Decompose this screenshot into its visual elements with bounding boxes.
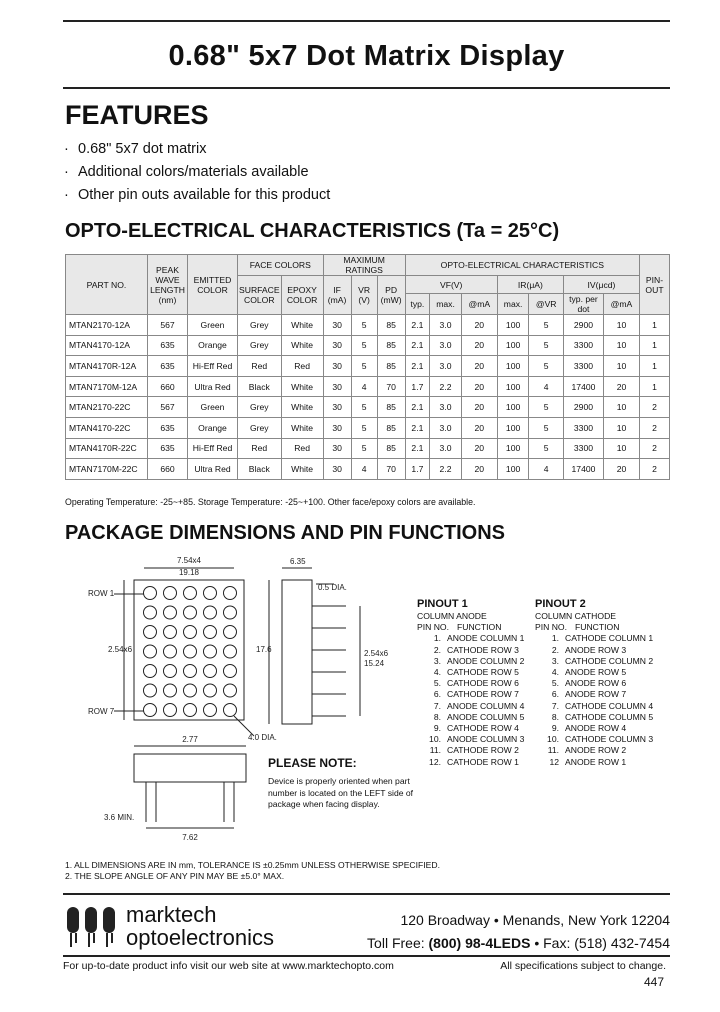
table-cell: 10 [603,397,639,418]
table-cell: 3300 [563,356,603,377]
pin-row: 10. CATHODE COLUMN 3 [547,734,654,745]
table-cell: 5 [529,315,564,336]
table-cell: 567 [148,397,188,418]
led-dot [184,645,197,658]
th-surface: SURFACE COLOR [238,276,282,315]
pin-row: 3. CATHODE COLUMN 2 [551,655,654,666]
contact-block [367,909,670,955]
table-row [66,397,670,418]
table-cell: 3300 [563,417,603,438]
address: 120 Broadway • Menands, New York 12204 [400,912,670,928]
table-cell: 1 [640,356,670,377]
svg-text:4.0 DIA.: 4.0 DIA. [248,733,277,742]
table-row [66,376,670,397]
table-cell: 635 [148,417,188,438]
table-cell: 660 [148,376,188,397]
th-if: IF (mA) [323,276,351,315]
website-text: For up-to-date product info visit our web site at www.marktechopto.com [63,960,394,972]
th-pinout: PIN-OUT [640,255,670,315]
led-dot [164,606,177,619]
table-cell: Grey [238,397,282,418]
svg-text:0.5 DIA.: 0.5 DIA. [318,583,347,592]
table-cell: 85 [377,315,405,336]
table-cell: 1 [640,376,670,397]
table-cell: 2.1 [405,335,430,356]
table-cell: 1 [640,315,670,336]
table-cell: 3300 [563,438,603,459]
table-cell: 2.1 [405,356,430,377]
table-cell: 5 [529,397,564,418]
footer-top-rule [63,893,670,895]
table-cell: White [281,459,323,480]
table-cell: Black [238,459,282,480]
table-cell: 2.1 [405,315,430,336]
svg-text:ROW 1: ROW 1 [88,589,115,598]
table-cell: 20 [461,376,497,397]
table-cell: 100 [497,438,529,459]
opto-heading: OPTO-ELECTRICAL CHARACTERISTICS (Ta = 25°C) [65,220,560,242]
please-note-text: Device is properly oriented when part number is located on the LEFT side of package when facing display. [268,776,414,809]
table-cell: 3300 [563,335,603,356]
pin-row: 9. CATHODE ROW 4 [433,723,519,734]
table-cell: 30 [323,356,351,377]
features-list [64,138,330,207]
table-cell: 100 [497,459,529,480]
table-cell: 1 [640,335,670,356]
led-dot-matrix [144,587,237,717]
table-cell: 5 [529,356,564,377]
table-cell: Ultra Red [188,459,238,480]
table-cell: 4 [529,376,564,397]
table-cell: 20 [461,438,497,459]
th-ma: @mA [461,294,497,315]
table-cell: 635 [148,438,188,459]
table-cell: 3.0 [430,315,462,336]
spec-table [65,254,670,480]
table-cell: White [281,417,323,438]
th-typ: typ. [405,294,430,315]
th-vr: VR (V) [351,276,377,315]
led-dot [224,626,237,639]
table-cell: Grey [238,417,282,438]
led-dot [144,645,157,658]
pin-row: 5. ANODE ROW 6 [551,678,627,689]
th-vr2: @VR [529,294,564,315]
led-dot [144,665,157,678]
table-cell: 2900 [563,315,603,336]
table-cell: Red [281,356,323,377]
pin-row: 7. CATHODE COLUMN 4 [551,700,654,711]
table-cell: 2.2 [430,376,462,397]
footnote: 1. ALL DIMENSIONS ARE IN mm, TOLERANCE IS ±0.25mm UNLESS OTHERWISE SPECIFIED. [65,860,440,870]
table-cell: Red [238,438,282,459]
table-cell: 5 [351,315,377,336]
pin-row: 8. ANODE COLUMN 5 [433,711,525,722]
title-rule [63,87,670,89]
svg-text:2.54x6: 2.54x6 [108,645,133,654]
table-cell: 10 [603,315,639,336]
led-dot [184,684,197,697]
phone-fax: Toll Free: (800) 98-4LEDS • Fax: (518) 432-7454 [367,935,670,951]
table-cell: 2.1 [405,417,430,438]
svg-text:15.24: 15.24 [364,659,385,668]
brand-name: marktech optoelectronics [126,902,274,950]
feature-item: · Additional colors/materials available [64,164,309,180]
svg-text:6.35: 6.35 [290,557,306,566]
table-cell: 3.0 [430,438,462,459]
table-cell: MTAN4170-12A [66,335,148,356]
pinout-1 [417,598,524,768]
table-cell: 100 [497,376,529,397]
th-iv: IV(μcd) [563,276,639,294]
th-face-colors: FACE COLORS [238,255,324,276]
table-row [66,315,670,336]
table-cell: 3.0 [430,417,462,438]
svg-text:ROW 7: ROW 7 [88,707,115,716]
table-cell: MTAN7170M-22C [66,459,148,480]
pinout-2-list [535,633,653,767]
led-dot [204,606,217,619]
table-cell: 20 [461,315,497,336]
table-cell: 30 [323,315,351,336]
pin-row: 10. ANODE COLUMN 3 [429,734,525,745]
th-ma2: @mA [603,294,639,315]
table-row [66,417,670,438]
table-cell: 2900 [563,397,603,418]
table-cell: Orange [188,335,238,356]
table-cell: 30 [323,376,351,397]
top-rule [63,20,670,22]
table-cell: 2 [640,459,670,480]
th-typ-per-dot: typ. per dot [563,294,603,315]
disclaimer-text: All specifications subject to change. [500,960,666,972]
led-dot [184,626,197,639]
pinout-2 [535,598,653,768]
table-cell: Grey [238,335,282,356]
led-dot [184,606,197,619]
table-cell: MTAN2170-22C [66,397,148,418]
led-dot [184,587,197,600]
table-cell: 635 [148,335,188,356]
svg-text:2.54x6: 2.54x6 [364,649,389,658]
pin-row: 11. ANODE ROW 2 [547,745,627,756]
th-max2: max. [497,294,529,315]
pinout-2-header: PIN NO. FUNCTION [535,622,620,633]
package-heading: PACKAGE DIMENSIONS AND PIN FUNCTIONS [65,522,506,544]
table-cell: 30 [323,417,351,438]
footer-bottom-rule [63,955,670,957]
th-pd: PD (mW) [377,276,405,315]
table-cell: 100 [497,397,529,418]
th-emitted: EMITTED COLOR [188,255,238,315]
th-part-no: PART NO. [66,255,148,315]
footnotes [65,860,440,882]
table-cell: 3.0 [430,356,462,377]
table-cell: 4 [351,459,377,480]
feature-item: · 0.68" 5x7 dot matrix [64,141,207,157]
led-dot [144,626,157,639]
table-cell: 30 [323,397,351,418]
led-dot [224,665,237,678]
table-cell: Red [238,356,282,377]
svg-text:7.62: 7.62 [182,833,198,842]
led-dot [184,704,197,717]
features-heading: FEATURES [65,100,209,130]
led-dot [224,684,237,697]
led-dot [164,704,177,717]
led-dot [204,704,217,717]
pinout-1-list [417,633,524,767]
table-cell: 85 [377,397,405,418]
led-dot [164,587,177,600]
table-cell: 635 [148,356,188,377]
pin-row: 1. CATHODE COLUMN 1 [551,633,654,644]
th-vf: VF(V) [405,276,497,294]
pin-row: 12. CATHODE ROW 1 [429,756,519,767]
table-cell: 100 [497,335,529,356]
table-cell: 17400 [563,459,603,480]
led-dot [224,606,237,619]
table-cell: Hi-Eff Red [188,356,238,377]
led-dot [204,645,217,658]
table-cell: 5 [351,417,377,438]
table-cell: 2 [640,397,670,418]
table-cell: 100 [497,356,529,377]
pin-row: 4. ANODE ROW 5 [551,667,627,678]
pin-row: 6. ANODE ROW 7 [551,689,627,700]
table-cell: Black [238,376,282,397]
table-cell: 1.7 [405,459,430,480]
pin-row: 3. ANODE COLUMN 2 [433,655,525,666]
led-dot [164,665,177,678]
table-cell: White [281,335,323,356]
table-cell: 5 [529,438,564,459]
th-epoxy: EPOXY COLOR [281,276,323,315]
pin-row: 5. CATHODE ROW 6 [433,678,519,689]
led-dot [144,587,157,600]
table-cell: 5 [351,356,377,377]
table-cell: 10 [603,356,639,377]
table-row [66,335,670,356]
table-cell: Red [281,438,323,459]
led-dot [204,665,217,678]
table-cell: 3.0 [430,397,462,418]
table-cell: 1.7 [405,376,430,397]
pin-row: 4. CATHODE ROW 5 [433,667,519,678]
svg-text:17.6: 17.6 [256,645,272,654]
led-dot [164,626,177,639]
table-cell: 2 [640,438,670,459]
table-cell: 30 [323,459,351,480]
table-cell: 2.2 [430,459,462,480]
pinout-1-subtitle: COLUMN ANODE [417,611,487,621]
table-cell: 10 [603,438,639,459]
table-cell: White [281,315,323,336]
svg-text:7.54x4: 7.54x4 [176,556,202,565]
led-dot [204,626,217,639]
operating-temperature-note: Operating Temperature: -25~+85. Storage Temperature: -25~+100. Other face/epoxy colors are available. [65,497,476,507]
table-row [66,438,670,459]
th-ir: IR(μA) [497,276,563,294]
pinout-2-title: PINOUT 2 [535,598,586,610]
side-view-body [282,580,312,724]
table-cell: White [281,397,323,418]
table-cell: Orange [188,417,238,438]
table-cell: 85 [377,438,405,459]
led-dot [164,645,177,658]
pin-row: 9. ANODE ROW 4 [551,723,627,734]
table-cell: 5 [351,397,377,418]
pin-row: 2. CATHODE ROW 3 [433,644,519,655]
pin-row: 11. CATHODE ROW 2 [429,745,519,756]
footnote: 2. THE SLOPE ANGLE OF ANY PIN MAY BE ±5.0° MAX. [65,871,285,881]
table-cell: 5 [529,417,564,438]
th-max: max. [430,294,462,315]
table-cell: 5 [351,335,377,356]
table-cell: Grey [238,315,282,336]
page-title: 0.68" 5x7 Dot Matrix Display [168,40,565,72]
led-dot [144,704,157,717]
svg-text:2.77: 2.77 [182,735,198,744]
pin-row: 2. ANODE ROW 3 [551,644,627,655]
table-cell: 70 [377,376,405,397]
table-cell: 10 [603,417,639,438]
table-cell: 20 [461,335,497,356]
pin-row: 6. CATHODE ROW 7 [433,689,519,700]
led-dot [164,684,177,697]
table-cell: 30 [323,438,351,459]
pinout-1-header: PIN NO. FUNCTION [417,622,502,633]
led-dot [204,684,217,697]
led-dot [144,684,157,697]
led-dot [224,645,237,658]
table-cell: 2 [640,417,670,438]
please-note-title: PLEASE NOTE: [268,756,357,770]
table-cell: Hi-Eff Red [188,438,238,459]
table-cell: White [281,376,323,397]
svg-text:19.18: 19.18 [178,568,200,577]
side-pins [312,606,346,716]
table-cell: MTAN4170-22C [66,417,148,438]
table-cell: 4 [529,459,564,480]
table-cell: 100 [497,315,529,336]
table-cell: 85 [377,335,405,356]
table-cell: 20 [461,459,497,480]
table-cell: 85 [377,417,405,438]
table-cell: MTAN4170R-22C [66,438,148,459]
led-dot [184,665,197,678]
th-opto-char: OPTO-ELECTRICAL CHARACTERISTICS [405,255,639,276]
table-cell: 100 [497,417,529,438]
table-cell: MTAN2170-12A [66,315,148,336]
th-max-ratings: MAXIMUM RATINGS [323,255,405,276]
table-cell: 20 [603,459,639,480]
svg-text:3.6 MIN.: 3.6 MIN. [104,813,135,822]
table-cell: 2.1 [405,397,430,418]
bottom-view-body [134,754,246,782]
pinout-1-title: PINOUT 1 [417,598,468,610]
table-cell: 567 [148,315,188,336]
table-cell: 5 [351,438,377,459]
table-cell: 2.1 [405,438,430,459]
table-cell: 70 [377,459,405,480]
table-cell: 660 [148,459,188,480]
led-dot [144,606,157,619]
table-cell: 20 [461,417,497,438]
feature-item: · Other pin outs available for this product [64,187,331,203]
table-cell: 3.0 [430,335,462,356]
table-cell: 20 [603,376,639,397]
table-cell: 20 [461,397,497,418]
table-cell: Green [188,397,238,418]
table-row [66,459,670,480]
table-cell: 85 [377,356,405,377]
table-cell: MTAN4170R-12A [66,356,148,377]
led-dot [204,587,217,600]
table-cell: 10 [603,335,639,356]
front-view-outline [134,580,244,720]
th-peak: PEAK WAVE LENGTH (nm) [148,255,188,315]
pinout-2-subtitle: COLUMN CATHODE [535,611,617,621]
pin-row: 7. ANODE COLUMN 4 [433,700,525,711]
table-cell: Ultra Red [188,376,238,397]
table-cell: 30 [323,335,351,356]
pin-row: 12 ANODE ROW 1 [549,756,627,767]
led-dot [224,704,237,717]
table-cell: 5 [529,335,564,356]
table-cell: 17400 [563,376,603,397]
table-cell: Green [188,315,238,336]
table-row [66,356,670,377]
pin-row: 1. ANODE COLUMN 1 [433,633,525,644]
pin-row: 8. CATHODE COLUMN 5 [551,711,654,722]
table-cell: MTAN7170M-12A [66,376,148,397]
table-cell: 4 [351,376,377,397]
table-cell: 20 [461,356,497,377]
marktech-logo-icon [65,903,121,949]
led-dot [224,587,237,600]
page-number: 447 [643,975,664,989]
